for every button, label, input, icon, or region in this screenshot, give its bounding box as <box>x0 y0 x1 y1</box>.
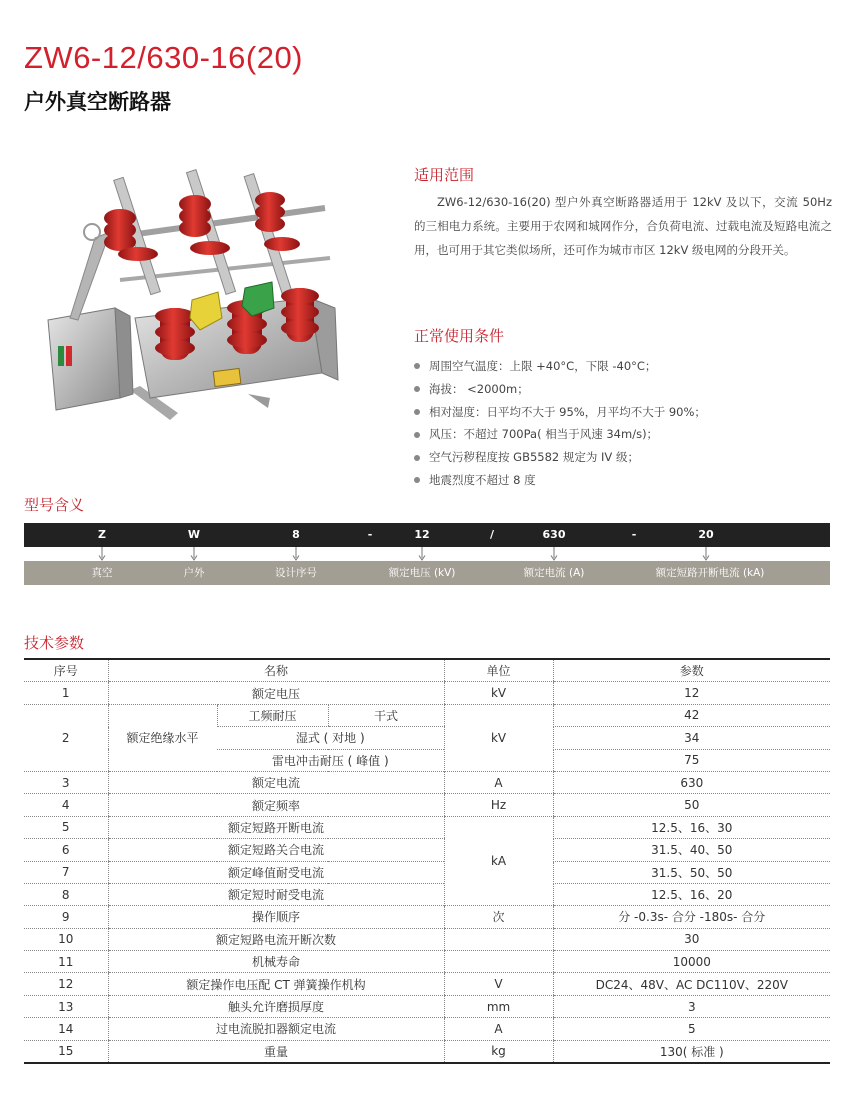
model-code: Z <box>98 528 106 541</box>
model-meaning-label: 额定短路开断电流 (kA) <box>655 567 765 579</box>
row-unit <box>444 951 553 973</box>
bullet-icon <box>414 477 420 483</box>
tech-params-heading: 技术参数 <box>24 634 85 652</box>
model-code: 8 <box>292 528 300 541</box>
row-no: 9 <box>24 906 108 928</box>
row-no: 10 <box>24 928 108 950</box>
impulse-label: 雷电冲击耐压 ( 峰值 ) <box>217 749 444 771</box>
row-name: 额定电压 <box>108 682 444 704</box>
table-row <box>24 771 830 793</box>
arrow-down-icon <box>550 547 559 561</box>
table-row <box>24 704 830 726</box>
row-name: 额定短路电流开断次数 <box>108 928 444 950</box>
table-row <box>24 995 830 1017</box>
row-unit <box>444 928 553 950</box>
table-row <box>24 794 830 816</box>
bullet-icon <box>414 432 420 438</box>
row-value: 10000 <box>553 951 830 973</box>
row-name: 机械寿命 <box>108 951 444 973</box>
row-unit: kA <box>444 816 553 906</box>
header-no: 序号 <box>24 659 108 682</box>
model-code: / <box>489 528 495 541</box>
model-code: 20 <box>698 528 714 541</box>
row-no: 6 <box>24 839 108 861</box>
row-value: 12.5、16、30 <box>553 816 830 838</box>
model-code: 12 <box>414 528 430 541</box>
condition-item <box>414 401 706 424</box>
model-code: - <box>631 528 637 541</box>
row-no: 3 <box>24 771 108 793</box>
table-header-row <box>24 659 830 682</box>
row-name: 过电流脱扣器额定电流 <box>108 1018 444 1040</box>
row-name: 额定操作电压配 CT 弹簧操作机构 <box>108 973 444 995</box>
row-unit: mm <box>444 995 553 1017</box>
scope-text: ZW6-12/630-16(20) 型户外真空断路器适用于 12kV 及以下，交流 50Hz 的三相电力系统。主要用于农网和城网作分，合负荷电流、过载电流及短路电流之用，也可用于其它类似场所，还可作为城市市区 12kV 级电网的分段开关。 <box>414 195 832 257</box>
wet-label: 湿式 ( 对地 ) <box>217 727 444 749</box>
model-meaning-heading: 型号含义 <box>24 496 85 514</box>
row-no: 4 <box>24 794 108 816</box>
model-meaning-label: 真空 <box>91 567 113 579</box>
row-no: 7 <box>24 861 108 883</box>
arrow-down-icon <box>418 547 427 561</box>
row-unit: kV <box>444 682 553 704</box>
row-no: 11 <box>24 951 108 973</box>
header-unit: 单位 <box>444 659 553 682</box>
model-meaning-bar <box>24 561 830 585</box>
model-code: - <box>367 528 373 541</box>
bullet-icon <box>414 363 420 369</box>
row-value: 34 <box>553 727 830 749</box>
bullet-icon <box>414 455 420 461</box>
table-row <box>24 839 830 861</box>
arrow-row <box>24 547 830 561</box>
condition-text: 地震烈度不超过 8 度 <box>429 472 536 487</box>
condition-text: 周围空气温度：上限 +40°C，下限 -40°C； <box>429 359 657 373</box>
row-value: DC24、48V、AC DC110V、220V <box>553 973 830 995</box>
condition-item <box>414 423 706 446</box>
row-name: 额定峰值耐受电流 <box>108 861 444 883</box>
row-unit: Hz <box>444 794 553 816</box>
row-unit: A <box>444 1018 553 1040</box>
table-row <box>24 1018 830 1040</box>
product-subtitle: 户外真空断路器 <box>24 90 171 114</box>
row-no: 1 <box>24 682 108 704</box>
model-meaning-label: 额定电流 (A) <box>523 567 585 579</box>
table-row <box>24 883 830 905</box>
table-row <box>24 816 830 838</box>
row-name: 额定短路关合电流 <box>108 839 444 861</box>
bullet-icon <box>414 386 420 392</box>
row-unit: kV <box>444 704 553 771</box>
row-value: 30 <box>553 928 830 950</box>
row-name: 触头允许磨损厚度 <box>108 995 444 1017</box>
row-value: 分 -0.3s- 合分 -180s- 合分 <box>553 906 830 928</box>
row-no: 13 <box>24 995 108 1017</box>
row-value: 130( 标准 ) <box>553 1040 830 1063</box>
row-value: 75 <box>553 749 830 771</box>
insulation-level-label: 额定绝缘水平 <box>108 704 217 771</box>
model-meaning-label: 户外 <box>183 567 205 579</box>
row-no: 8 <box>24 883 108 905</box>
condition-text: 海拔： <2000m； <box>429 381 529 396</box>
scope-heading: 适用范围 <box>414 166 475 184</box>
row-no: 5 <box>24 816 108 838</box>
tech-params-table <box>24 658 830 1064</box>
row-name: 额定频率 <box>108 794 444 816</box>
row-value: 3 <box>553 995 830 1017</box>
condition-item <box>414 378 706 401</box>
conditions-heading: 正常使用条件 <box>414 327 505 345</box>
row-value: 42 <box>553 704 830 726</box>
condition-item <box>414 469 706 492</box>
row-unit: V <box>444 973 553 995</box>
arrow-down-icon <box>98 547 107 561</box>
bullet-icon <box>414 409 420 415</box>
model-meaning-label: 额定电压 (kV) <box>388 567 456 579</box>
model-meaning-label: 设计序号 <box>275 567 317 579</box>
arrow-down-icon <box>702 547 711 561</box>
dry-label: 干式 <box>328 704 444 726</box>
model-code: W <box>187 528 201 541</box>
condition-text: 风压：不超过 700Pa( 相当于风速 34m/s)； <box>429 427 659 442</box>
arrow-down-icon <box>292 547 301 561</box>
row-unit: A <box>444 771 553 793</box>
condition-text: 空气污秽程度按 GB5582 规定为 IV 级； <box>429 450 639 465</box>
arrow-down-icon <box>190 547 199 561</box>
model-code: 630 <box>542 528 566 541</box>
row-unit: kg <box>444 1040 553 1063</box>
condition-item <box>414 355 706 378</box>
table-row <box>24 1040 830 1063</box>
header-name: 名称 <box>108 659 444 682</box>
table-row <box>24 861 830 883</box>
row-value: 31.5、50、50 <box>553 861 830 883</box>
row-unit: 次 <box>444 906 553 928</box>
row-value: 12 <box>553 682 830 704</box>
product-image <box>20 158 382 460</box>
model-code-bar <box>24 523 830 547</box>
row-value: 12.5、16、20 <box>553 883 830 905</box>
row-name: 额定短路开断电流 <box>108 816 444 838</box>
conditions-list <box>414 355 706 492</box>
model-title: ZW6-12/630-16(20) <box>24 40 304 75</box>
row-value: 5 <box>553 1018 830 1040</box>
table-row <box>24 973 830 995</box>
table-row <box>24 682 830 704</box>
row-no: 14 <box>24 1018 108 1040</box>
condition-text: 相对湿度：日平均不大于 95%，月平均不大于 90%； <box>429 404 706 419</box>
table-row <box>24 928 830 950</box>
row-name: 额定电流 <box>108 771 444 793</box>
power-frequency-label: 工频耐压 <box>217 704 328 726</box>
row-name: 重量 <box>108 1040 444 1063</box>
row-no: 2 <box>24 704 108 771</box>
table-row <box>24 906 830 928</box>
row-value: 50 <box>553 794 830 816</box>
condition-item <box>414 446 706 469</box>
row-name: 额定短时耐受电流 <box>108 883 444 905</box>
table-row <box>24 951 830 973</box>
row-value: 31.5、40、50 <box>553 839 830 861</box>
header-value: 参数 <box>553 659 830 682</box>
row-value: 630 <box>553 771 830 793</box>
row-name: 操作顺序 <box>108 906 444 928</box>
row-no: 12 <box>24 973 108 995</box>
row-no: 15 <box>24 1040 108 1063</box>
